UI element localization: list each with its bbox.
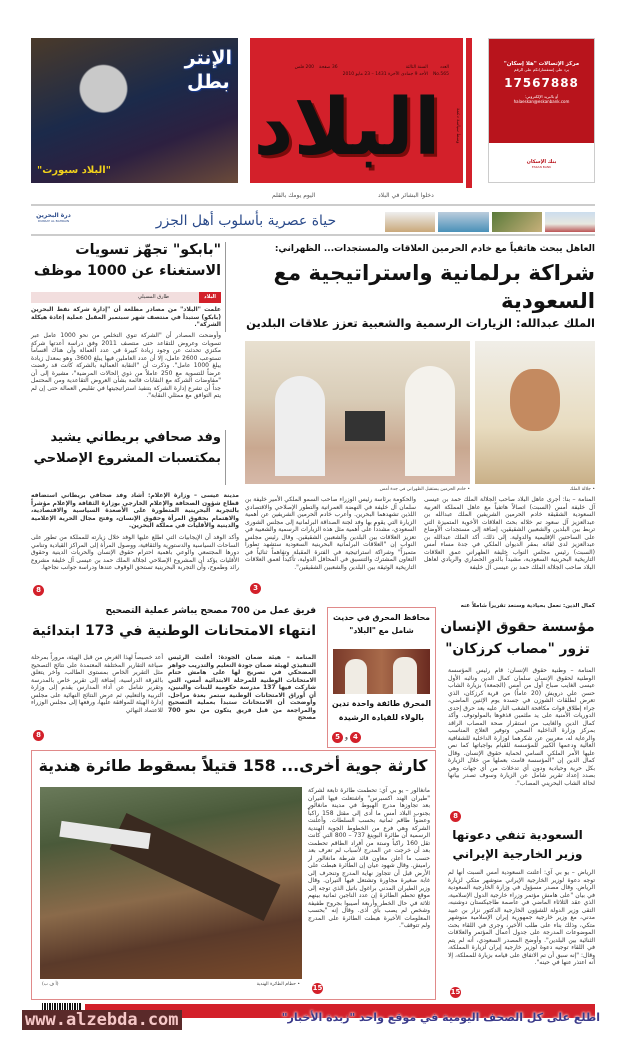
tagline-right: دخلوا البشائر في البلاد <box>378 192 434 199</box>
muharraq-box[interactable] <box>327 607 436 748</box>
watermark-text: اطلع على كل الصحف اليومية في موقع واحد "زبدة الأخبار" <box>281 1011 600 1024</box>
page-ref-badge[interactable]: 15 <box>450 988 461 996</box>
crash-box[interactable] <box>31 750 436 1000</box>
ad-line1: مركز الإتصالات "هلا إسكان" <box>503 61 580 67</box>
exams-headline[interactable]: انتهاء الامتحانات الوطنية في 173 ابتدائية <box>32 623 316 639</box>
sports-promo-label: "البلاد سبورت" <box>37 164 111 176</box>
delegation-intro: مدينة عيسى – وزارة الإعلام: أشاد وفد صحافي بريطاني استضافه قطاع شؤون الصحافة والإعلام الخارجي بوزارة الثقافة والإعلام مؤشراً بالتجربة البحرينية المتطورة على الأصعدة السياسية والاقتصادية، والاهتمام بحقوق المرأة وحقوق الإنسان، وفتح مجال الحرية الإعلامية والدينية والأقليات في مملكة البحرين. <box>31 492 239 529</box>
crash-photo <box>40 787 302 979</box>
byline-author: طارق المسيلي <box>138 294 169 300</box>
masthead-logo-block[interactable] <box>250 38 463 183</box>
caption-left: • خادم الحرمين يستقبل الظهراني في جدة أمس <box>379 487 470 492</box>
human-rights-body: المنامة – وطنية حقوق الإنسان: قام رئيس المؤسسة الوطنية لحقوق الإنسان سلمان كمال الدين ونائبه الأول عيسى الغايب صباح أول من أمس (الجمعة) بزيارة الشاب حسن علي درويش (20 عاماً) من قرية كرزكان، الذي تعرض لطلقات الشوزن في جسده يوم الإثنين الماضي، جراء إطلاق قوات مكافحة الشغب النار عليه بعد حرق إحدى الدوريات الأمنية على يد ملثمين قذفوها بالمولوتوف. وأكد كمال الدين والغايب من استقرار صحة المصاب الراقد بمركز وزارة الداخلية الصحي وتوفير العلاج المناسب والرعاية له، معربين عن شكرهما لوزارة الداخلية للشفافية العالية ودعمها الكبير للمؤسسة للقيام بواجباتها كما نص عليها الأمر الملكي السامي لحماية حقوق الإنسان. وقال كمال الدين إن "المؤسسة قامت بعملها من خلال الزيارة بكل حرية وحيادية ودون أي تدخلات من أي جهات وهي بصدد إعداد تقرير شامل عن الزيارة وسوف تصدر بيانها لحالة الشاب البحريني المصاب". <box>448 667 595 787</box>
human-rights-headline[interactable]: مؤسسة حقوق الإنسان تزور "مصاب كرزكان" <box>440 619 595 657</box>
vertical-slogan: وسط سياسة دعمة <box>455 108 460 144</box>
caption-right: • جلالة الملك <box>569 487 595 492</box>
masthead-side-strip <box>466 38 472 188</box>
issue-info: العدد No.565 السنة الثالثة الأحد 9 جمادى الآخرة 1431 – 23 مايو 2010 36 صفحة 200 فلس <box>294 65 449 77</box>
crash-body: مانغالور – يو بي آي: تحطمت طائرة تابعة لشركة "طيران الهند اكسبرس" واشتعلت فيها النيران بعد تجاوزها مدرج الهبوط في مدينة مانغالور بجنوب البلاد أمس ما أدى إلى مقتل 158 راكباً وعضواً طاقم ثمانية بحسب السلطات. وأعلنت الشركة وهي فرع من الخطوط الجوية الهندية الرسمية أن طائرة البوينغ 737 – 800 التي كانت تقل 160 راكباً وستة من أفراد الطاقم تحطمت بعد أن خرجت عن المدرج لأسباب لم تعرف بعد حسب ما أعلن معاون قائد شرطة مانغالور ار راميش. وقال شهود عيان إن الطائرة هبطت على الأرض قبل أن تتجاوز نهاية المدرج وتنحرف إلى غابة صغيرة مجاورة وتشتعل فيها النيران. وقال وزير الطيران المدني براغول باتيل الذي توجه إلى موقع تحطم الطائرة إن عدد الناجين ثمانية بينهم ثلاثة في حال الخطر وأربعة أصيبوا بجروح طفيفة وشخص لم يصب بأي أذى. وقال إنه "بحسب المعلومات الأخيرة هبطت الطائرة على المدرج ولم تتوقف". <box>308 787 431 929</box>
muharraq-headline: محافظ المحرق في حديث شامل مع "البلاد" <box>333 613 430 636</box>
page-ref-badge[interactable]: 8 <box>33 585 44 596</box>
page-ref-badge[interactable]: 3 <box>250 583 261 594</box>
lead-headline[interactable]: شراكة برلمانية واستراتيجية مع السعودية <box>273 261 595 314</box>
conjunction: و <box>345 734 348 741</box>
lead-photo-king[interactable] <box>475 341 595 484</box>
lead-col1: المنامة – بنا: أجرى عاهل البلاد صاحب الجلالة الملك حمد بن عيسى آل خليفة أمس (السبت) اتصالاً هاتفياً مع عاهل المملكة العربية السعودية الشقيقة خادم الحرمين الشريفين الملك عبدالله بن عبدالعزيز آل سعود تم خلاله بحث العلاقات الأخوية المتميزة التي تربط بين البلدين والشعبين الشقيقين، إضافة إلى مستجدات الأوضاع على الساحتين الإقليمية والدولية. إلى ذلك، أكد الملك عبدالله بن عبدالعزيز لدى لقائه بمقر الديوان الملكي في جدة مساء أمس (السبت) رئيس مجلس النواب خليفة الظهراني عمق العلاقات التاريخية البحرينية السعودية، مشيداً بالدور الحضاري والريادي لعاهل البلاد صاحب الجلالة الملك حمد بن عيسى آل خليفة <box>424 496 595 571</box>
eskan-bank-ad[interactable] <box>488 38 595 183</box>
page-ref-badge[interactable]: 15 <box>312 984 323 992</box>
bapco-byline <box>31 292 221 303</box>
banner-brand-en: DURRAT AL BAHRAIN <box>37 219 70 223</box>
delegation-headline[interactable]: وفد صحافي بريطاني يشيد بمكتسبات المشروع الإصلاحي <box>33 430 221 466</box>
lead-photo-saudi-king[interactable] <box>245 341 470 484</box>
ad-email: halaeskan@eskanbank.com <box>513 99 570 104</box>
banner-slogan: حياة عصرية بأسلوب أهل الجزر <box>155 213 337 229</box>
column-rule <box>225 430 226 485</box>
column-rule <box>225 242 226 332</box>
banner-brand: درة البحرين <box>36 212 71 219</box>
divider <box>31 204 595 206</box>
tagline-left: اليوم يومك بالقلم <box>272 192 316 199</box>
saudi-body: الرياض – يو بي آي: أعلنت السعودية أمس السبت أنها لم توجه دعوة لوزير الخارجية الإيراني منوشهر متكي لزيارة الرياض. وقال مصدر مسؤول في وزارة الخارجية السعودية في بيان "على هامش مؤتمر وزراء خارجية الدول الإسلامية، الذي عقد الثلاثاء الماضي في عاصمة طاجيكستان دوشنبه، التقى وزير الدولة للشؤون الخارجية الدكتور نزار بن عبيد مدني، مع وزير خارجية جمهورية إيران الإسلامية منوشهر متكي، وذلك بناء على طلب الأخير، وجرى في اللقاء بحث الموضوعات المدرجة على جدول أعمال المؤتمر والعلاقات الثنائية بين البلدين". وأوضح المصدر السعودي، أنه لم يتم في اللقاء توجيه دعوة لوزير خارجية إيران لزيارة المملكة، وقال: "إنه سبق أن تم الاتفاق على قيامه بزيارة للمملكة، إلا أنه اعتذر عنها في حينه". <box>448 869 595 966</box>
bapco-body: وأوضحت المصادر أن "الشركة تنوي التخلص من نحو 1000 عامل عبر تسويات وعروض للتقاعد حتى منتصف 2011 وفق دراسة أعدتها شركة مكنزي تحدثت عن وجود زيادة كبيرة في عدد العمالة وأن هناك أقساماً تستوعب 2600 عامل، إلا أن عدد العاملين فيها يبلغ 3600، وهو بمعدل زيادة يبلغ 1000 عامل". وذكرت أن "النقابة العمالية بالشركة كانت قد رفضت عرضاً للتسوية مع 250 عاملاً من ذوي الحالات المرضية"، مشيرة إلى أن "مفاوضات الشركة مع النقابات قائمة بشأن العروض التقاعدية ومن المحتمل جداً أن تشرع إدارة الشركة بتنفيذ استراتيجيتها في تقليص العمالة حتى إن لم يتم التوافق مع ممثلي النقابة". <box>31 332 222 399</box>
exams-col2: أعد خصيصاً لهذا الغرض من قبل الهيئة، مروراً بمرحلة صياغة التقارير المختلفة المعتمدة على نتائج التصحيح مثل التقرير الخاص بمستوى الطالب، وآخر يتعلق بالفرقة الدراسية، إضافة إلى تقرير خاص بالمدرسة وتقرير شامل عن أداء المدارس يقدم إلى وزارة التربية والتعليم، ثم عرض النتائج النهائية على مجلس إدارة الهيئة للموافقة عليها، ورفعها إلى مجلس الوزراء للاعتماد النهائي <box>31 654 163 714</box>
banner-ad[interactable] <box>31 212 595 232</box>
sports-promo-photo[interactable] <box>31 38 238 183</box>
byline-source: البلاد <box>199 292 221 303</box>
human-rights-kicker: كمال الدين: نعمل بحيادية وسنعد تقريراً شاملاً عنه <box>460 603 595 609</box>
lead-col2: والحكومة برئاسة رئيس الوزراء صاحب السمو الملكي الأمير خليفة بن سلمان آل خليفة في النهضة العمرانية والتطور الإصلاحي والاقتصادي اللذين تشهدهما البحرين. وأعرب خادم الحرمين الشريفين عن أهمية الزيارة التي يقوم بها وفد لجنة الصداقة البرلمانية إلى مجلس الشورى السعودي، مشدداً على أهمية مثل هذه الزيارات الرسمية والشعبية في تعزيز العلاقات بين البلدين والشعبين الشقيقين. وقال رئيس مجلس النواب إن "العلاقات البرلمانية البحرينية السعودية ستشهد تطوراً متميزاً" وشراكة استراتيجية في الفترة المقبلة وتفاهماً ثنائياً في التعاون المشترك والتنسيق في المحافل الدولية، تأكيداً لعمق العلاقات التاريخية الوثيقة بين البلدين والشعبين الشقيقين". <box>245 496 416 571</box>
crash-credit: (أ ف ب) <box>42 982 59 987</box>
bapco-headline[interactable]: "بابكو" تجهّز تسويات الاستغناء عن 1000 موظف <box>33 242 221 280</box>
bapco-intro: علمت "البلاد" من مصادر مطلعة أن "إدارة شركة نفط البحرين (بابكو) ستبدأ في منتصف شهر سبتمبر المقبل عملية إعادة هيكلة الشركة". <box>31 306 221 328</box>
ad-line2: يرد على إستفساراتكم على الرقم <box>514 67 569 72</box>
page-ref-badge[interactable]: 4 <box>350 732 361 743</box>
watermark-url[interactable]: www.alzebda.com <box>22 1010 182 1030</box>
crash-headline: كارثة جوية أخرى... 158 قتيلاً بسقوط طائرة هندية <box>38 756 428 775</box>
crash-caption: • حطام الطائرة الهندية <box>256 982 300 987</box>
divider <box>31 234 595 236</box>
ad-brand-en: ESKAN BANK <box>531 165 552 169</box>
lead-subhead[interactable]: الملك عبدالله: الزيارات الرسمية والشعبية تعزز علاقات البلدين <box>246 316 595 330</box>
lead-kicker[interactable]: العاهل يبحث هاتفياً مع خادم الحرمين العلاقات والمستجدات... الظهراني: <box>274 244 595 254</box>
page-ref-badge[interactable]: 8 <box>33 730 44 741</box>
sports-promo-title: الإنتر بطل <box>184 47 232 93</box>
delegation-body: وأكد الوفد أن الإيجابيات التي اطلع عليها الوفد خلال زيارته للمملكة من تطور على الساحات السياسية والدستورية والثقافية، ووصول المرأة إلى المراكز القيادية وتنامي دورها المجتمعي والوعي بأهمية احترام حقوق الإنسان والحريات الدينية وحقوق الأقليات يؤكد أن المشروع الإصلاحي لجلالة الملك حمد بن عيسى آل خليفة مشروع رائد وطموح، وأن التجربة البحرينية تستحق الوقوف عندها ودراسة جوانب نجاحها. <box>31 534 239 571</box>
newspaper-logo: البلاد <box>253 83 441 173</box>
muharraq-photo <box>333 649 430 694</box>
page-ref-badge[interactable]: 8 <box>450 811 461 822</box>
ad-line3: أو بالبريد الإلكتروني: <box>524 94 559 99</box>
exams-col1: المنامة – هيئة ضمان الجودة: أعلنت الرئيس التنفيذي لهيئة ضمان جودة التعليم والتدريب جواهر المضحكي في تصريح لها على هامش ختام الامتحانات الوطنية للمرحلة الابتدائية أمس، التي شاركت فيها 137 مدرسة حكومية للبنات والبنين، أن أوراق الامتحانات الوطنية ستمر بعدة مراحل. وأوضحت أن الامتحانات ستبدأ بعملية التصحيح والمراجعة من قبل فريق يتكون من نحو 700 مصحح <box>168 654 317 721</box>
muharraq-sub: المحرق طائفة واحدة تدين بالولاء للقيادة الرشيدة <box>332 699 431 722</box>
exams-kicker[interactable]: فريق عمل من 700 مصحح يباشر عملية التصحيح <box>105 606 316 616</box>
ad-brand: بنك الإسكان <box>526 159 557 165</box>
page-ref-badge[interactable]: 5 <box>332 732 343 743</box>
banner-images <box>385 212 595 232</box>
ad-phone: 17567888 <box>504 76 579 90</box>
saudi-headline[interactable]: السعودية تنفي دعوتها وزير الخارجية الإيراني <box>452 828 583 862</box>
